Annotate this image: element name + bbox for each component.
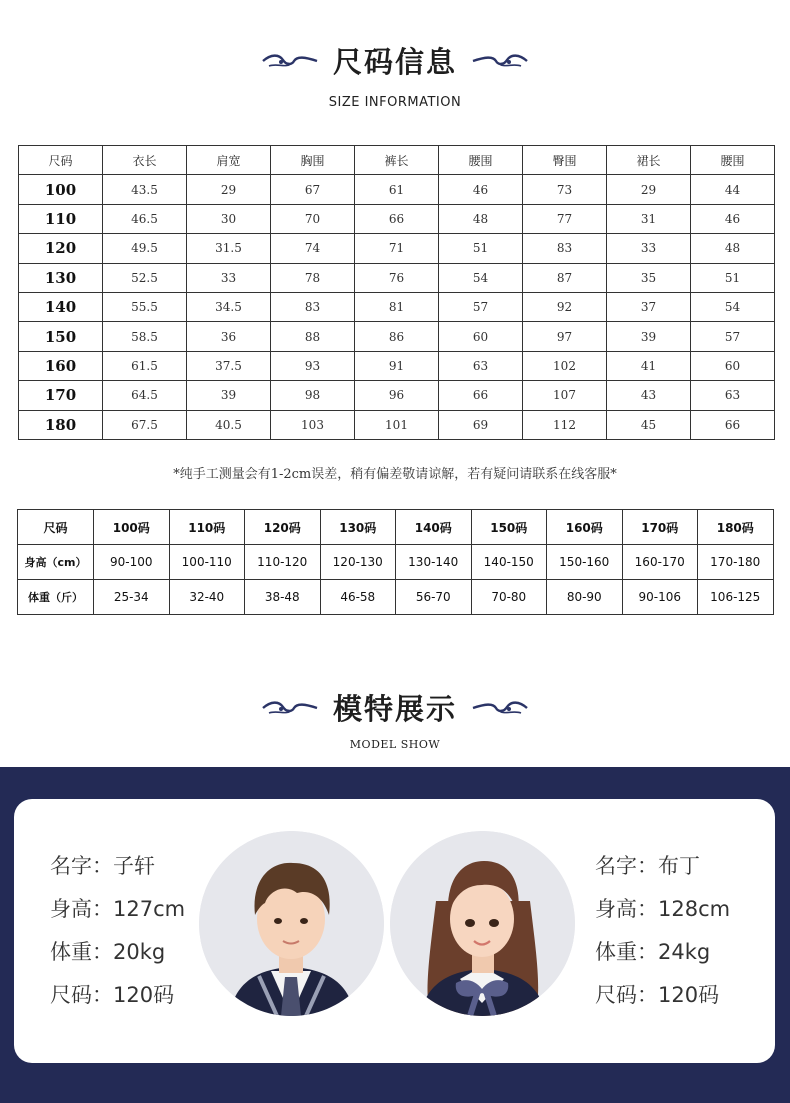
reference-value-cell: 150-160 [547,545,623,580]
table-row [19,410,775,439]
reference-value-cell: 46-58 [320,580,396,615]
size-value-cell: 41 [607,351,691,380]
table-row [19,322,775,351]
model-name: 名字：布丁 [595,854,700,878]
size-value-cell: 73 [523,175,607,204]
model-size: 尺码：120码 [595,983,720,1007]
size-label-cell: 130 [19,263,103,292]
table-row [19,204,775,233]
size-value-cell: 29 [187,175,271,204]
reference-value-cell: 80-90 [547,580,623,615]
reference-value-cell: 140-150 [471,545,547,580]
size-value-cell: 101 [355,410,439,439]
size-value-cell: 67.5 [103,410,187,439]
size-value-cell: 83 [271,292,355,321]
reference-value-cell: 130-140 [396,545,472,580]
size-info-header [0,40,790,110]
reference-value-cell: 70-80 [471,580,547,615]
size-value-cell: 107 [523,381,607,410]
model-weight: 体重：20kg [50,940,166,964]
size-value-cell: 44 [691,175,775,204]
size-value-cell: 87 [523,263,607,292]
table-row [19,175,775,204]
model-show-title: 模特展示 [332,692,457,726]
size-value-cell: 51 [691,263,775,292]
size-value-cell: 49.5 [103,234,187,263]
reference-value-cell: 90-100 [94,545,170,580]
size-value-cell: 96 [355,381,439,410]
size-value-cell: 92 [523,292,607,321]
size-label-cell: 120 [19,234,103,263]
size-value-cell: 78 [271,263,355,292]
size-value-cell: 58.5 [103,322,187,351]
size-value-cell: 74 [271,234,355,263]
size-value-cell: 103 [271,410,355,439]
size-value-cell: 39 [187,381,271,410]
reference-value-cell: 106-125 [698,580,774,615]
size-header-cell: 尺码 [19,146,103,175]
size-header-cell: 臀围 [523,146,607,175]
size-value-cell: 64.5 [103,381,187,410]
size-value-cell: 43.5 [103,175,187,204]
reference-header-cell: 170码 [622,510,698,545]
girl-portrait-icon [390,831,575,1016]
size-value-cell: 33 [607,234,691,263]
size-value-cell: 55.5 [103,292,187,321]
reference-header-cell: 160码 [547,510,623,545]
size-value-cell: 35 [607,263,691,292]
size-value-cell: 52.5 [103,263,187,292]
reference-header-cell: 尺码 [18,510,94,545]
reference-header-cell: 100码 [94,510,170,545]
size-value-cell: 34.5 [187,292,271,321]
size-value-cell: 33 [187,263,271,292]
size-value-cell: 69 [439,410,523,439]
size-value-cell: 37.5 [187,351,271,380]
flourish-left-icon [261,700,319,716]
reference-value-cell: 90-106 [622,580,698,615]
reference-header-cell: 130码 [320,510,396,545]
size-value-cell: 31 [607,204,691,233]
size-value-cell: 46 [439,175,523,204]
model-height: 身高：127cm [50,897,186,921]
reference-header-cell: 110码 [169,510,245,545]
reference-header-cell: 180码 [698,510,774,545]
model-weight: 体重：24kg [595,940,711,964]
reference-row-label: 体重（斤） [18,580,94,615]
reference-value-cell: 38-48 [245,580,321,615]
size-value-cell: 63 [691,381,775,410]
size-value-cell: 112 [523,410,607,439]
table-row [19,292,775,321]
size-value-cell: 66 [439,381,523,410]
size-header-cell: 裤长 [355,146,439,175]
size-value-cell: 37 [607,292,691,321]
size-value-cell: 70 [271,204,355,233]
size-value-cell: 29 [607,175,691,204]
size-value-cell: 43 [607,381,691,410]
size-value-cell: 77 [523,204,607,233]
size-value-cell: 76 [355,263,439,292]
size-value-cell: 51 [439,234,523,263]
size-value-cell: 81 [355,292,439,321]
size-value-cell: 63 [439,351,523,380]
table-row [18,545,774,580]
table-row [19,234,775,263]
table-row [18,580,774,615]
size-label-cell: 140 [19,292,103,321]
size-value-cell: 54 [439,263,523,292]
size-value-cell: 57 [691,322,775,351]
reference-header-cell: 140码 [396,510,472,545]
size-value-cell: 31.5 [187,234,271,263]
table-row [19,381,775,410]
size-label-cell: 100 [19,175,103,204]
size-value-cell: 97 [523,322,607,351]
size-value-cell: 45 [607,410,691,439]
model-show-subtitle: MODEL SHOW [349,738,441,751]
size-label-cell: 150 [19,322,103,351]
boy-portrait-icon [199,831,384,1016]
reference-value-cell: 32-40 [169,580,245,615]
size-value-cell: 61 [355,175,439,204]
size-value-cell: 46.5 [103,204,187,233]
size-value-cell: 71 [355,234,439,263]
size-reference-table [17,509,774,615]
size-label-cell: 160 [19,351,103,380]
model-info-boy [50,845,185,1017]
boy-model-photo [199,831,384,1016]
size-value-cell: 102 [523,351,607,380]
size-value-cell: 66 [355,204,439,233]
size-header-cell: 衣长 [103,146,187,175]
size-header-cell: 胸围 [271,146,355,175]
size-info-title: 尺码信息 [332,45,457,79]
size-value-cell: 48 [691,234,775,263]
size-value-cell: 93 [271,351,355,380]
reference-value-cell: 120-130 [320,545,396,580]
size-header-cell: 裙长 [607,146,691,175]
size-value-cell: 86 [355,322,439,351]
size-value-cell: 54 [691,292,775,321]
size-value-cell: 66 [691,410,775,439]
size-value-cell: 36 [187,322,271,351]
size-value-cell: 48 [439,204,523,233]
size-value-cell: 46 [691,204,775,233]
model-height: 身高：128cm [595,897,731,921]
reference-header-cell: 150码 [471,510,547,545]
size-value-cell: 61.5 [103,351,187,380]
size-label-cell: 180 [19,410,103,439]
reference-header-cell: 120码 [245,510,321,545]
model-size: 尺码：120码 [50,983,175,1007]
size-value-cell: 67 [271,175,355,204]
size-header-cell: 腰围 [691,146,775,175]
reference-value-cell: 110-120 [245,545,321,580]
model-info-girl [595,845,730,1017]
size-value-cell: 98 [271,381,355,410]
reference-table-header [18,510,774,545]
table-row [19,351,775,380]
size-table-header [19,146,775,175]
reference-value-cell: 160-170 [622,545,698,580]
model-show-header [0,687,790,751]
size-table [18,145,775,440]
size-value-cell: 88 [271,322,355,351]
size-value-cell: 60 [691,351,775,380]
reference-value-cell: 56-70 [396,580,472,615]
size-value-cell: 39 [607,322,691,351]
reference-row-label: 身高（cm） [18,545,94,580]
reference-value-cell: 25-34 [94,580,170,615]
size-value-cell: 91 [355,351,439,380]
size-value-cell: 30 [187,204,271,233]
flourish-right-icon [471,53,529,69]
size-value-cell: 40.5 [187,410,271,439]
size-value-cell: 57 [439,292,523,321]
size-header-cell: 肩宽 [187,146,271,175]
reference-value-cell: 100-110 [169,545,245,580]
model-name: 名字：子轩 [50,854,155,878]
reference-value-cell: 170-180 [698,545,774,580]
size-info-subtitle: SIZE INFORMATION [328,95,462,110]
size-value-cell: 60 [439,322,523,351]
size-header-cell: 腰围 [439,146,523,175]
size-label-cell: 110 [19,204,103,233]
flourish-left-icon [261,53,319,69]
measurement-note: *纯手工测量会有1-2cm误差，稍有偏差敬请谅解，若有疑问请联系在线客服* [173,467,617,482]
table-row [19,263,775,292]
girl-model-photo [390,831,575,1016]
size-label-cell: 170 [19,381,103,410]
size-value-cell: 83 [523,234,607,263]
flourish-right-icon [471,700,529,716]
